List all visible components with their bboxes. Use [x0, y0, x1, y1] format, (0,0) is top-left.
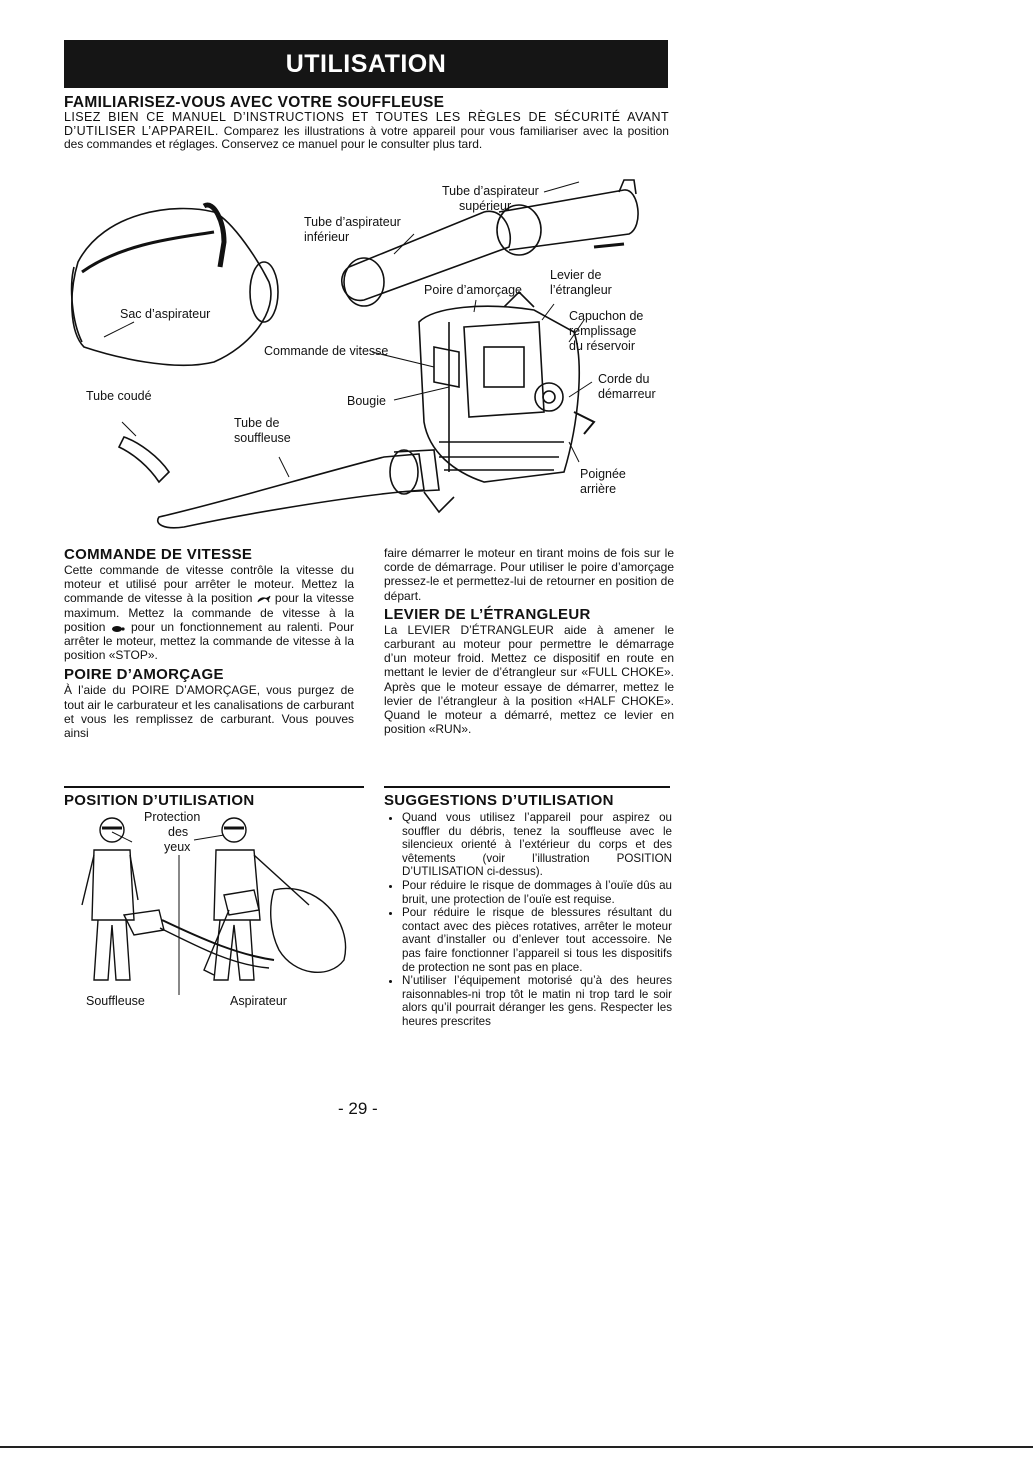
label-eye-protection-1: Protection: [144, 810, 201, 824]
choke-section: [384, 546, 674, 736]
blower-parts-illustration: [64, 172, 670, 544]
bottom-rule: [0, 1446, 1033, 1448]
suggestion-item: • Pour réduire le risque de blessures résultant du contact avec des pièces rotatives, arrêter le moteur avant d’installer ou d’enlever tout accessoire. Ne pas faire fonctionner l’appareil si tous les dispositifs de protection ne sont pas en place.: [402, 906, 672, 974]
label-blower-tube-1: Tube de: [234, 416, 280, 430]
divider-left: [64, 786, 364, 788]
rabbit-icon: [257, 594, 271, 604]
label-handle-1: Poignée: [580, 467, 626, 481]
elbow-tube-shape: [119, 437, 169, 482]
divider-right: [384, 786, 670, 788]
label-choke-2: l’étrangleur: [550, 283, 612, 297]
speed-text-3: pour un fonctionnement au ralenti. Pour arrêter le moteur, mettez la commande de vitesse à la position «STOP».: [64, 619, 354, 663]
speed-control-heading: COMMANDE DE VITESSE: [64, 546, 253, 563]
label-starter-1: Corde du: [598, 372, 650, 386]
label-tube-lower-2: inférieur: [304, 230, 350, 244]
position-heading: POSITION D’UTILISATION: [64, 792, 255, 809]
speed-text-1: Cette commande de vitesse contrôle la vitesse du moteur et utilisé pour arrêter le moteur. Mettez la commande de vitesse à la position: [64, 563, 354, 606]
label-cap-1: Capuchon de: [569, 309, 644, 323]
label-eye-protection-2: des: [168, 825, 189, 839]
speed-control-section: [64, 546, 354, 740]
familiarize-heading: FAMILIARISEZ-VOUS AVEC VOTRE SOUFFLEUSE: [64, 94, 445, 111]
suggestion-item: • N’utiliser l’équipement motorisé qu’à des heures raisonnables-ni trop tôt le matin ni trop tard le soir alors qu’il pourrait déranger les gens. Respecter les heures prescrites: [402, 974, 672, 1028]
operator-figures: [64, 810, 364, 1010]
label-bag: Sac d’aspirateur: [120, 307, 211, 321]
blower-tube-shape: [158, 454, 424, 528]
section-banner: UTILISATION: [64, 40, 668, 88]
speed-control-text: [64, 563, 354, 662]
label-cap-2: remplissage: [569, 324, 637, 338]
intro-caps-text: LISEZ BIEN CE MANUEL D’INSTRUCTIONS ET TOUTES LES RÈGLES DE SÉCURITÉ AVANT D’UTILISER L’APPAREIL.: [64, 110, 669, 138]
label-blower-tube-2: souffleuse: [234, 431, 291, 445]
speed-text-2: pour la vitesse maximum. Mettez la commande de vitesse à la position: [64, 591, 355, 634]
label-tube-upper-1: Tube d’aspirateur: [442, 184, 539, 198]
label-blower-position: Souffleuse: [86, 994, 145, 1008]
label-starter-2: démarreur: [598, 387, 656, 401]
vacuum-bag-shape: [72, 209, 271, 366]
choke-text: La LEVIER D’ÉTRANGLEUR aide à amener le carburant au moteur pour permettre le démarrage d’un moteur froid. Mettez ce dispositif en route en mettant le levier de d’étrangleur sur «FULL CHOKE». Après que le moteur essaye de démarrer, mettez le levier de l’étrangleur à la position «HALF CHOKE». Quand le moteur a démarré, mettez ce levier en position «RUN».: [384, 622, 674, 737]
label-choke-1: Levier de: [550, 268, 602, 282]
label-vacuum-position: Aspirateur: [230, 994, 287, 1008]
page-number: - 29 -: [338, 1099, 378, 1118]
primer-heading: POIRE D’AMORÇAGE: [64, 666, 224, 684]
operating-position-illustration: [64, 810, 364, 1010]
turtle-icon: [111, 623, 125, 633]
label-cap-3: du réservoir: [569, 339, 635, 353]
suggestion-item: • Pour réduire le risque de dommages à l’ouïe dûs au bruit, une protection de l’ouïe est requise.: [402, 879, 672, 906]
label-handle-2: arrière: [580, 482, 617, 496]
position-section: [64, 792, 354, 809]
label-speed: Commande de vitesse: [264, 344, 389, 358]
suggestions-list: [384, 811, 672, 1029]
label-primer: Poire d’amorçage: [424, 283, 522, 297]
primer-text-continued: faire démarrer le moteur en tirant moins de fois sur le corde de démarrage. Pour utiliser le poire d’amorçage pressez-le et permettez-lui de retourner en position de départ.: [384, 546, 674, 603]
label-eye-protection-3: yeux: [164, 840, 191, 854]
familiarize-intro: [64, 111, 669, 152]
label-elbow: Tube coudé: [86, 389, 152, 403]
primer-text: À l’aide du POIRE D’AMORÇAGE, vous purgez de tout air le carburateur et les canalisations de carburant et vous les remplissez de carburant. Vous pouves ainsi: [64, 683, 354, 741]
intro-body-text: Comparez les illustrations à votre appareil pour vous familiariser avec la position des commandes et réglages. Conservez ce manuel pour le consulter plus tard.: [64, 123, 669, 152]
label-tube-upper-2: supérieur: [459, 199, 512, 213]
label-spark: Bougie: [347, 394, 386, 408]
suggestion-item: • Quand vous utilisez l’appareil pour aspirez ou souffler du débris, tenez la souffleuse avec le silencieux orienté à l’extérieur du corps et des vêtements (voir l’illustration POSITION D’UTILISATION ci-dessus).: [402, 811, 672, 879]
suggestions-section: [384, 792, 672, 1029]
engine-body-shape: [419, 306, 579, 482]
label-tube-lower-1: Tube d’aspirateur: [304, 215, 401, 229]
choke-heading: LEVIER DE L’ÉTRANGLEUR: [384, 605, 591, 623]
suggestions-heading: SUGGESTIONS D’UTILISATION: [384, 792, 614, 809]
upper-tube-shape: [499, 190, 638, 250]
